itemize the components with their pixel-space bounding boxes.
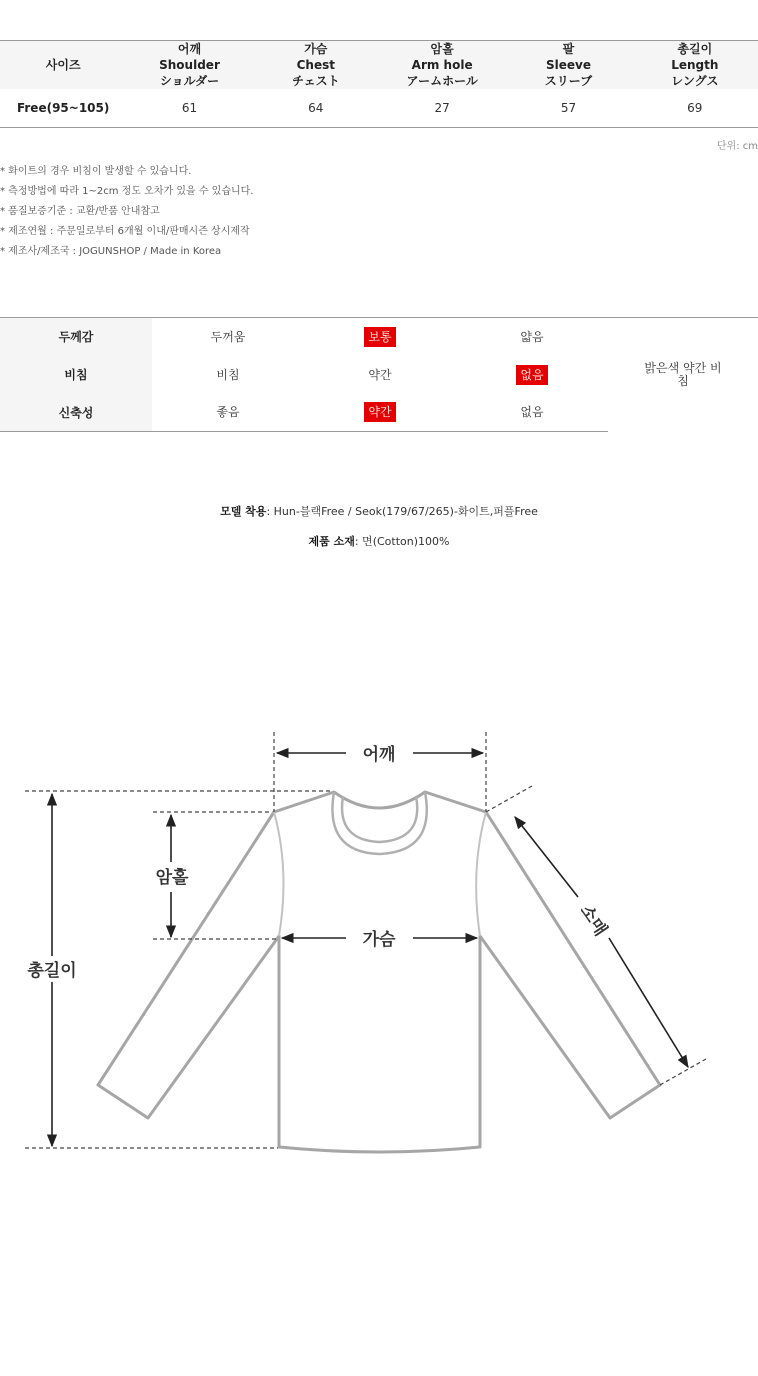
header-armhole: 암홀 Arm hole アームホール <box>379 41 505 90</box>
label-sleeve: 소매 <box>575 901 611 940</box>
shoulder-cell: 61 <box>126 89 252 127</box>
fabric-option: 좋음 <box>216 405 240 420</box>
tshirt-outline <box>98 792 660 1152</box>
armhole-cell: 27 <box>379 89 505 127</box>
unit-label: 단위: cm <box>716 141 758 152</box>
length-cell: 69 <box>632 89 758 127</box>
model-value: : Hun-블랙Free / Seok(179/67/265)-화이트,퍼플Free <box>266 505 538 518</box>
list-item: * 제조연월 : 주문일로부터 6개월 이내/판매시즌 상시제작 <box>0 226 250 237</box>
sleeve-cell: 57 <box>505 89 631 127</box>
material-value: : 면(Cotton)100% <box>354 535 450 548</box>
table-row <box>0 89 758 127</box>
size-table <box>0 40 758 128</box>
fabric-option: 두꺼움 <box>210 329 246 344</box>
fabric-row-thickness <box>0 318 758 356</box>
fabric-table <box>0 317 758 432</box>
header-shoulder: 어깨 Shoulder ショルダー <box>126 41 252 90</box>
header-chest: 가슴 Chest チェスト <box>253 41 379 90</box>
fabric-option: 없음 <box>516 365 547 385</box>
fabric-label: 두께감 <box>0 318 152 356</box>
material-label: 제품 소재 <box>308 535 355 548</box>
model-info <box>0 503 758 519</box>
list-item: * 제조사/제조국 : JOGUNSHOP / Made in Korea <box>0 246 222 257</box>
header-size: 사이즈 <box>0 41 126 90</box>
label-armhole: 암홀 <box>155 868 189 888</box>
notes-list <box>0 162 254 262</box>
fabric-option: 보통 <box>364 327 395 347</box>
fabric-option: 없음 <box>520 405 544 420</box>
model-label: 모델 착용 <box>220 505 267 518</box>
fabric-label: 신축성 <box>0 394 152 432</box>
list-item: * 품질보증기준 : 교환/반품 안내참고 <box>0 206 160 217</box>
label-length: 총길이 <box>27 961 77 981</box>
measurement-diagram <box>0 720 758 1180</box>
label-chest: 가슴 <box>362 930 396 950</box>
list-item: * 측정방법에 따라 1~2cm 정도 오차가 있을 수 있습니다. <box>0 186 254 197</box>
fabric-label: 비침 <box>0 356 152 394</box>
fabric-option: 약간 <box>368 367 392 382</box>
size-table-header-row <box>0 41 758 90</box>
header-length: 총길이 Length レングス <box>632 41 758 90</box>
fabric-option: 얇음 <box>520 329 544 344</box>
chest-cell: 64 <box>253 89 379 127</box>
tshirt-diagram-svg <box>0 720 758 1180</box>
armhole-seams <box>274 812 486 936</box>
list-item: * 화이트의 경우 비침이 발생할 수 있습니다. <box>0 166 192 177</box>
fabric-option: 비침 <box>216 367 240 382</box>
size-cell: Free(95~105) <box>0 89 126 127</box>
material-info <box>0 533 758 549</box>
fabric-note: 밝은색 약간 비침 <box>608 318 758 432</box>
label-shoulder: 어깨 <box>362 745 396 765</box>
fabric-option: 약간 <box>364 402 395 422</box>
header-sleeve: 팔 Sleeve スリーブ <box>505 41 631 90</box>
